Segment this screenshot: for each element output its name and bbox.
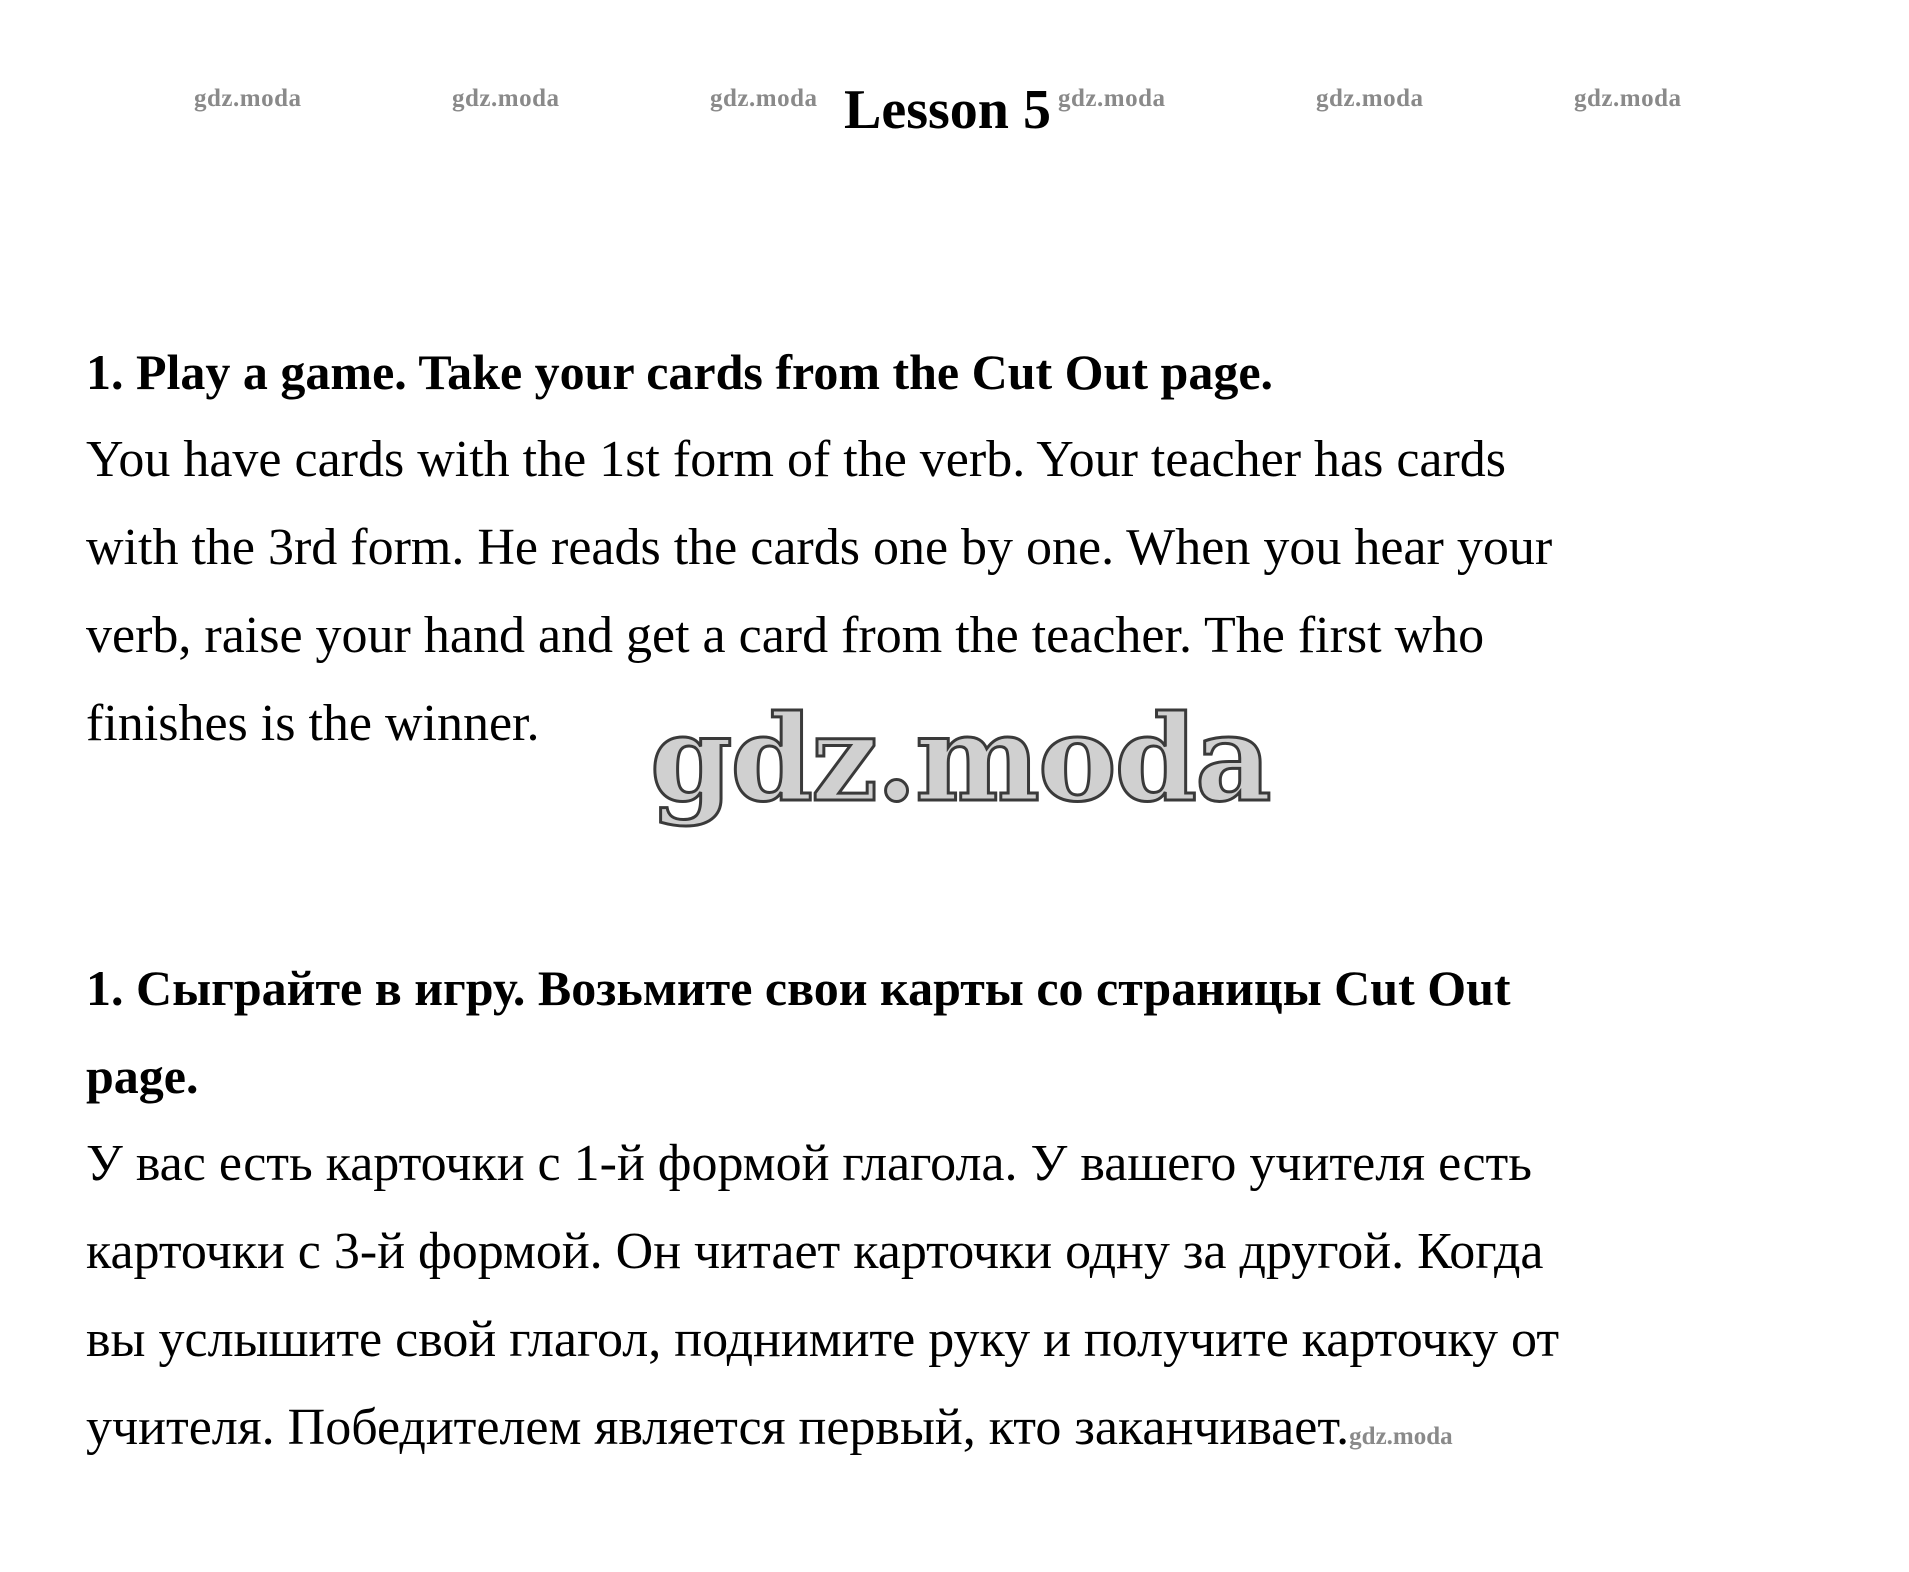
text-line: карточки с 3-й формой. Он читает карточки одну за другой. Когда <box>86 1223 1544 1280</box>
russian-exercise <box>86 944 1806 1481</box>
watermark-text: gdz.moda <box>194 85 302 112</box>
watermark-text: gdz.moda <box>1349 1423 1453 1450</box>
text-line: вы услышите свой глагол, поднимите руку и получите карточку от <box>86 1311 1560 1368</box>
exercise-heading: 1. Play a game. Take your cards from the Cut Out page. <box>86 344 1274 400</box>
watermark-text: gdz.moda <box>1574 85 1682 112</box>
watermark-text: gdz.moda <box>1058 85 1166 112</box>
watermark-logo: gdz.moda <box>650 689 1270 828</box>
page-title: Lesson 5 <box>844 79 1051 141</box>
text-line: with the 3rd form. He reads the cards one by one. When you hear your <box>86 519 1553 576</box>
exercise-heading: page. <box>86 1048 199 1104</box>
watermark-text: gdz.moda <box>710 85 818 112</box>
text-line-last <box>86 1384 1806 1481</box>
text-line: finishes is the winner. <box>86 695 540 752</box>
text-line: verb, raise your hand and get a card from the teacher. The first who <box>86 607 1485 664</box>
text-line: У вас есть карточки с 1-й формой глагола. У вашего учителя есть <box>86 1135 1532 1192</box>
watermark-text: gdz.moda <box>1316 85 1424 112</box>
text-line: учителя. Победителем является первый, кто заканчивает. <box>86 1399 1350 1456</box>
text-line: You have cards with the 1st form of the verb. Your teacher has cards <box>86 431 1507 488</box>
exercise-heading: 1. Сыграйте в игру. Возьмите свои карты со страницы Cut Out <box>86 960 1511 1016</box>
watermark-text: gdz.moda <box>452 85 560 112</box>
